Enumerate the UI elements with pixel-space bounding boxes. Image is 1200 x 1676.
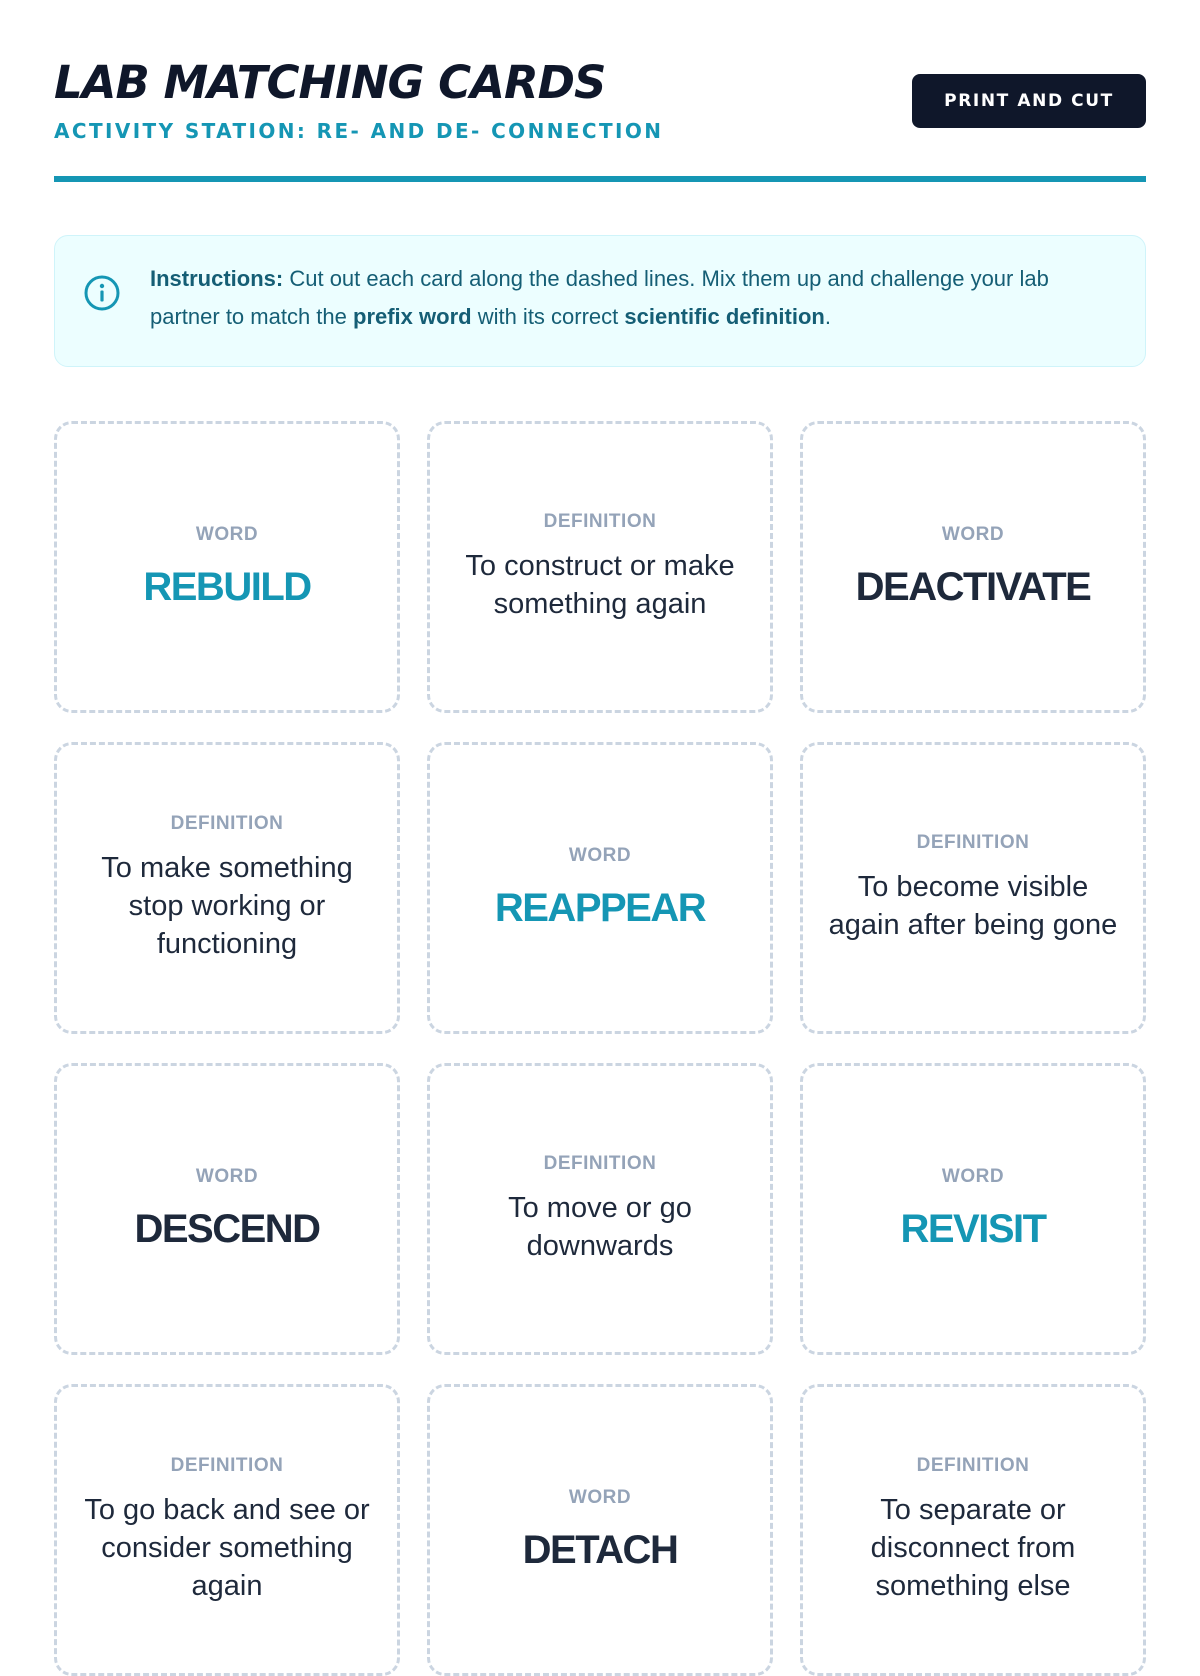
card-definition: To go back and see or consider something again: [84, 1494, 370, 1602]
page-title: LAB MATCHING CARDS: [54, 56, 606, 109]
card-grid: [54, 421, 1146, 1676]
definition-card[interactable]: [800, 742, 1146, 1034]
info-icon: [83, 274, 121, 312]
word-card[interactable]: [800, 421, 1146, 713]
page-subtitle: ACTIVITY STATION: RE- AND DE- CONNECTION: [54, 119, 664, 143]
card-word: DESCEND: [134, 1207, 320, 1251]
card-type-label: WORD: [568, 845, 632, 866]
card-type-label: WORD: [941, 1166, 1005, 1187]
instructions-text-part: Cut out each card along the dashed lines. Mix them up and challenge your lab partner to match the: [150, 266, 1049, 329]
card-type-label: DEFINITION: [543, 511, 657, 532]
card-definition: To become visible again after being gone: [828, 871, 1118, 941]
instructions-text-part: .: [824, 304, 831, 329]
card-definition: To move or go downwards: [508, 1192, 692, 1262]
definition-card[interactable]: [54, 742, 400, 1034]
card-word: DETACH: [522, 1528, 678, 1572]
card-word: REBUILD: [143, 565, 311, 609]
card-type-label: WORD: [195, 524, 259, 545]
card-type-label: WORD: [195, 1166, 259, 1187]
card-type-label: WORD: [941, 524, 1005, 545]
definition-card[interactable]: [800, 1384, 1146, 1676]
card-definition: To make something stop working or functioning: [101, 852, 353, 960]
instructions-emphasis-definition: scientific definition: [624, 304, 825, 329]
card-word: DEACTIVATE: [855, 565, 1091, 609]
definition-card[interactable]: [54, 1384, 400, 1676]
word-card[interactable]: [427, 1384, 773, 1676]
definition-card[interactable]: [427, 1063, 773, 1355]
card-definition: To construct or make something again: [465, 550, 735, 620]
card-type-label: WORD: [568, 1487, 632, 1508]
worksheet-page: [54, 0, 1146, 1602]
card-word: REAPPEAR: [494, 886, 706, 930]
instructions-callout: [54, 235, 1146, 367]
word-card[interactable]: [54, 421, 400, 713]
card-type-label: DEFINITION: [916, 832, 1030, 853]
instructions-text: [150, 260, 1115, 336]
card-type-label: DEFINITION: [916, 1455, 1030, 1476]
card-type-label: DEFINITION: [170, 1455, 284, 1476]
card-word: REVISIT: [900, 1207, 1046, 1251]
card-type-label: DEFINITION: [170, 813, 284, 834]
print-and-cut-button[interactable]: PRINT AND CUT: [912, 74, 1146, 128]
instructions-text-part: with its correct: [471, 304, 625, 329]
word-card[interactable]: [54, 1063, 400, 1355]
definition-card[interactable]: [427, 421, 773, 713]
card-type-label: DEFINITION: [543, 1153, 657, 1174]
instructions-lead: Instructions:: [150, 266, 284, 291]
word-card[interactable]: [800, 1063, 1146, 1355]
page-header: [54, 0, 1146, 182]
instructions-emphasis-prefix-word: prefix word: [353, 304, 472, 329]
card-definition: To separate or disconnect from something else: [870, 1494, 1076, 1602]
word-card[interactable]: [427, 742, 773, 1034]
